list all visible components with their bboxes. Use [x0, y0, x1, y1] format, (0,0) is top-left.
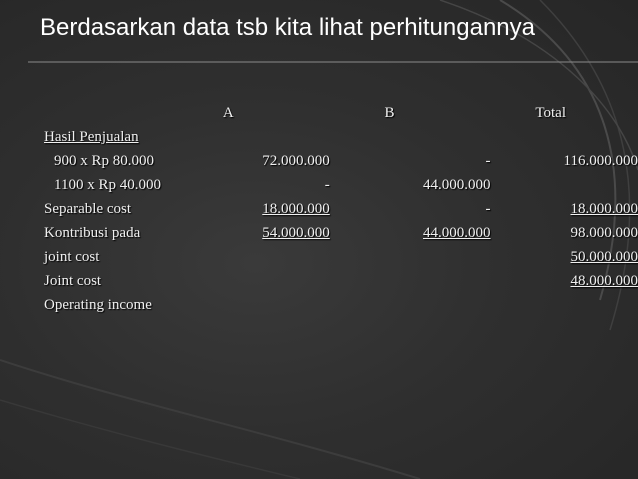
- cell-total: 116.000.000: [563, 153, 638, 169]
- cell-total-subtotal: 50.000.000: [570, 249, 638, 265]
- table-row: [44, 173, 638, 197]
- table-row: [44, 269, 638, 293]
- slide-title: Berdasarkan data tsb kita lihat perhitungannya: [40, 14, 535, 41]
- table-row: [44, 221, 638, 269]
- cell-b: [330, 269, 491, 293]
- cell-total: [491, 221, 638, 269]
- cell-a: 54.000.000: [262, 225, 330, 241]
- cell-b: 44.000.000: [423, 225, 491, 241]
- row-label: Operating income: [44, 297, 152, 313]
- row-label: Hasil Penjualan: [44, 129, 139, 145]
- cell-total: [491, 173, 638, 197]
- row-label: 900 x Rp 80.000: [54, 153, 155, 169]
- cell-b: [330, 125, 491, 149]
- row-label: 1100 x Rp 40.000: [54, 177, 161, 193]
- cell-a: [165, 125, 330, 149]
- cell-a: -: [324, 177, 330, 193]
- cell-a: 18.000.000: [262, 201, 330, 217]
- cell-total-contribution: 98.000.000: [570, 225, 638, 241]
- cell-total: 48.000.000: [570, 273, 638, 289]
- cell-b: [330, 293, 491, 317]
- cell-b: -: [485, 201, 491, 217]
- cell-total: [491, 125, 638, 149]
- table-row: [44, 197, 638, 221]
- cell-total: 18.000.000: [570, 201, 638, 217]
- header-a: A: [222, 105, 234, 121]
- header-b: B: [384, 105, 395, 121]
- row-label: Kontribusi pada joint cost: [44, 225, 141, 265]
- table-row: [44, 149, 638, 173]
- cell-b: -: [485, 153, 491, 169]
- row-label: Separable cost: [44, 201, 132, 217]
- row-label: Joint cost: [44, 273, 102, 289]
- cell-b: 44.000.000: [423, 177, 491, 193]
- calculation-table: [44, 101, 638, 317]
- header-total: Total: [535, 105, 566, 121]
- table-row: [44, 125, 638, 149]
- cell-total: [491, 293, 638, 317]
- cell-a: [165, 293, 330, 317]
- cell-a: 72.000.000: [262, 153, 330, 169]
- header-label: [44, 101, 165, 125]
- cell-a: [165, 269, 330, 293]
- table-header-row: [44, 101, 638, 125]
- table-row: [44, 293, 638, 317]
